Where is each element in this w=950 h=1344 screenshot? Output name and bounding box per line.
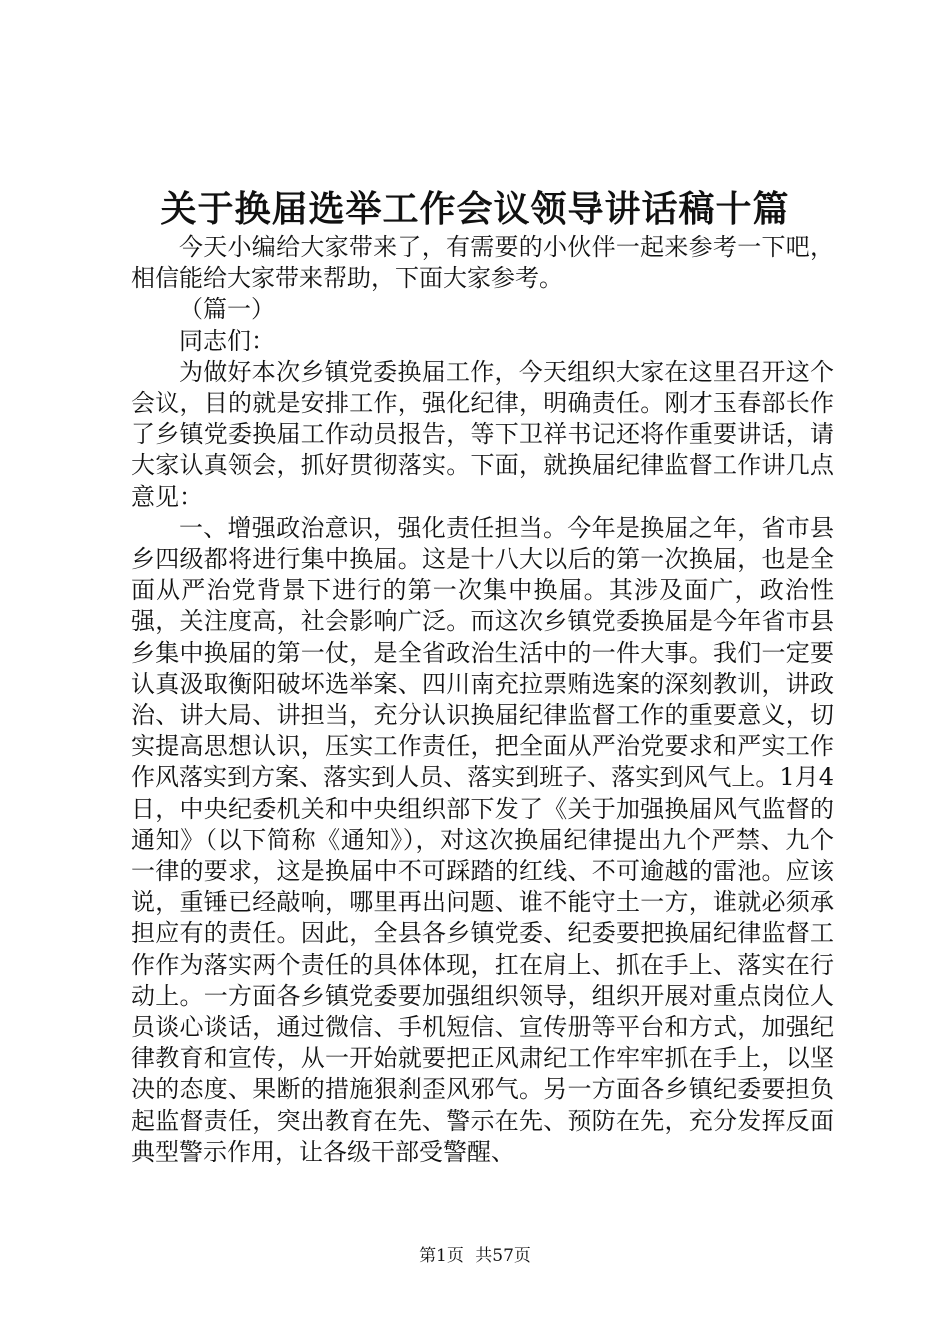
paragraph-opening: 为做好本次乡镇党委换届工作，今天组织大家在这里召开这个会议，目的就是安排工作，强化纪律，明确责任。刚才玉春部长作了乡镇党委换届工作动员报告，等下卫祥书记还将作重要讲话，请大家认真领会，抓好贯彻落实。下面，就换届纪律监督工作讲几点意见： bbox=[131, 357, 834, 511]
page-footer bbox=[0, 1244, 950, 1268]
page-number-current: 第1页 bbox=[419, 1246, 464, 1266]
document-title: 关于换届选举工作会议领导讲话稿十篇 bbox=[160, 188, 790, 230]
page-number-total: 共57页 bbox=[475, 1246, 531, 1266]
paragraph-section-heading: （篇一） bbox=[179, 295, 275, 324]
document-body bbox=[131, 232, 834, 1168]
paragraph-point-one: 一、增强政治意识，强化责任担当。今年是换届之年，省市县乡四级都将进行集中换届。这是十八大以后的第一次换届，也是全面从严治党背景下进行的第一次集中换届。其涉及面广，政治性强，关注度高，社会影响广泛。而这次乡镇党委换届是今年省市县乡集中换届的第一仗，是全省政治生活中的一件大事。我们一定要认真汲取衡阳破坏选举案、四川南充拉票贿选案的深刻教训，讲政治、讲大局、讲担当，充分认识换届纪律监督工作的重要意义，切实提高思想认识，压实工作责任，把全面从严治党要求和严实工作作风落实到方案、落实到人员、落实到班子、落实到风气上。1月4日，中央纪委机关和中央组织部下发了《关于加强换届风气监督的通知》（以下简称《通知》），对这次换届纪律提出九个严禁、九个一律的要求，这是换届中不可踩踏的红线、不可逾越的雷池。应该说，重锤已经敲响，哪里再出问题、谁不能守土一方，谁就必须承担应有的责任。因此，全县各乡镇党委、纪委要把换届纪律监督工作作为落实两个责任的具体体现，扛在肩上、抓在手上、落实在行动上。一方面各乡镇党委要加强组织领导，组织开展对重点岗位人员谈心谈话，通过微信、手机短信、宣传册等平台和方式，加强纪律教育和宣传，从一开始就要把正风肃纪工作牢牢抓在手上，以坚决的态度、果断的措施狠刹歪风邪气。另一方面各乡镇纪委要担负起监督责任，突出教育在先、警示在先、预防在先，充分发挥反面典型警示作用，让各级干部受警醒、 bbox=[131, 513, 834, 1166]
paragraph-salutation: 同志们： bbox=[179, 326, 275, 355]
paragraph-intro: 今天小编给大家带来了，有需要的小伙伴一起来参考一下吧，相信能给大家带来帮助，下面大家参考。 bbox=[131, 233, 834, 293]
